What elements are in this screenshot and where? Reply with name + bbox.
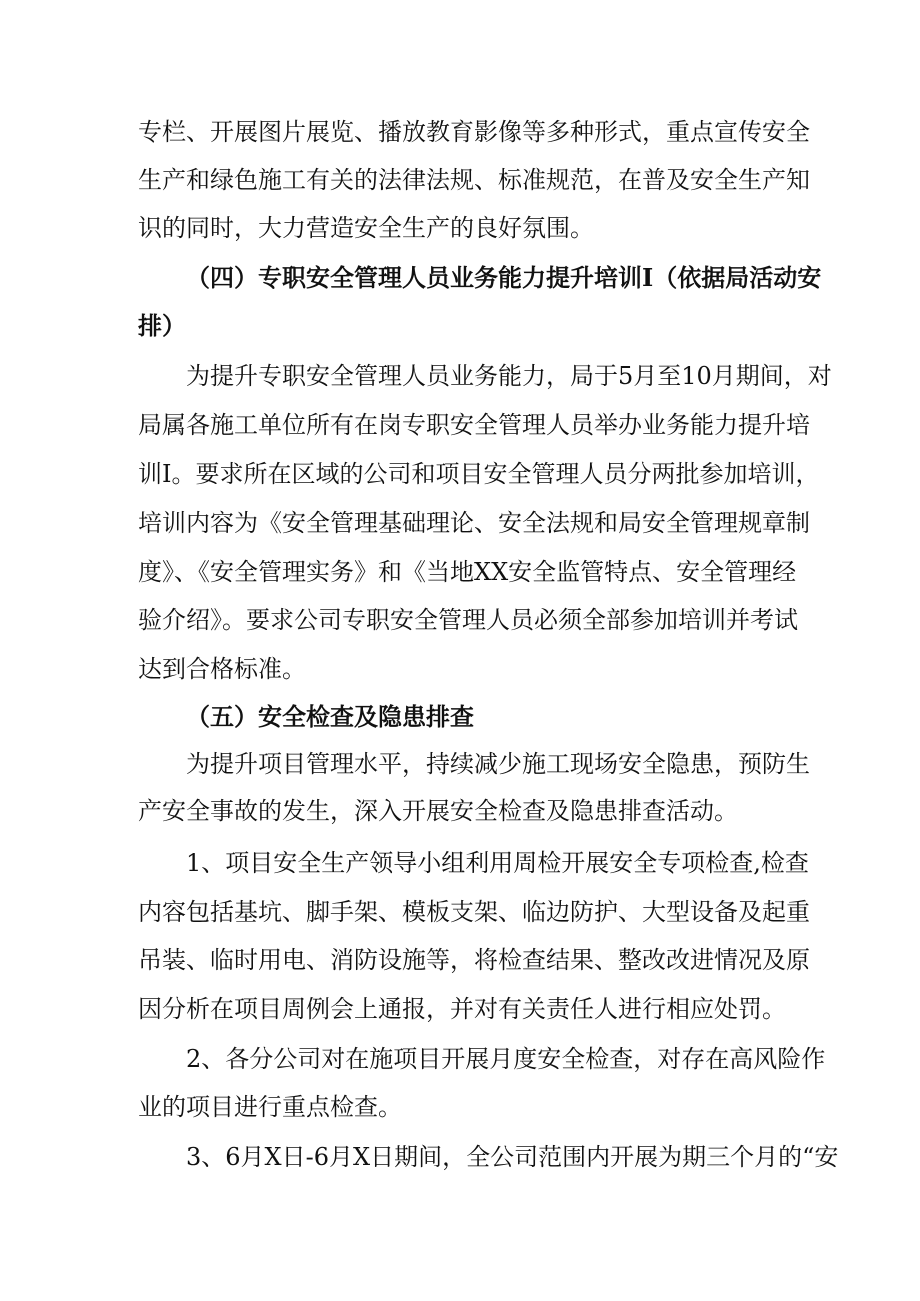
paragraph-line: 生产和绿色施工有关的法律法规、标准规范，在普及安全生产知	[138, 166, 810, 194]
paragraph-line: 度》、《安全管理实务》和《当地XX安全监管特点、安全管理经	[138, 558, 797, 586]
section-heading: 排）	[138, 311, 186, 340]
list-item-line: 2、各分公司对在施项目开展月度安全检查，对存在高风险作	[186, 1045, 826, 1073]
list-item-line: 吊装、临时用电、消防设施等，将检查结果、整改改进情况及原	[138, 946, 810, 974]
paragraph-line: 局属各施工单位所有在岗专职安全管理人员举办业务能力提升培	[138, 411, 810, 439]
paragraph-line: 产安全事故的发生，深入开展安全检查及隐患排查活动。	[138, 797, 738, 825]
section-heading: （五）安全检查及隐患排查	[186, 702, 474, 731]
list-item-line: 内容包括基坑、脚手架、模板支架、临边防护、大型设备及起重	[138, 898, 810, 926]
paragraph-line: 训Ⅰ。要求所在区域的公司和项目安全管理人员分两批参加培训，	[138, 460, 820, 488]
list-item-line: 业的项目进行重点检查。	[138, 1093, 402, 1121]
paragraph-line: 验介绍》。要求公司专职安全管理人员必须全部参加培训并考试	[138, 606, 798, 634]
list-item-line: 因分析在项目周例会上通报，并对有关责任人进行相应处罚。	[138, 995, 786, 1023]
section-heading: （四）专职安全管理人员业务能力提升培训Ⅰ（依据局活动安	[186, 263, 822, 292]
list-item-line: 3、6月X日-6月X日期间，全公司范围内开展为期三个月的“安	[186, 1143, 839, 1171]
paragraph-line: 为提升项目管理水平，持续减少施工现场安全隐患，预防生	[186, 750, 810, 778]
paragraph-line: 为提升专职安全管理人员业务能力，局于5月至10月期间，对	[186, 362, 832, 390]
paragraph-line: 培训内容为《安全管理基础理论、安全法规和局安全管理规章制	[138, 509, 810, 537]
paragraph-line: 识的同时，大力营造安全生产的良好氛围。	[138, 214, 594, 242]
paragraph-line: 达到合格标准。	[138, 655, 306, 683]
list-item-line: 1、项目安全生产领导小组利用周检开展安全专项检查,检查	[186, 849, 809, 877]
paragraph-line: 专栏、开展图片展览、播放教育影像等多种形式，重点宣传安全	[138, 118, 810, 146]
